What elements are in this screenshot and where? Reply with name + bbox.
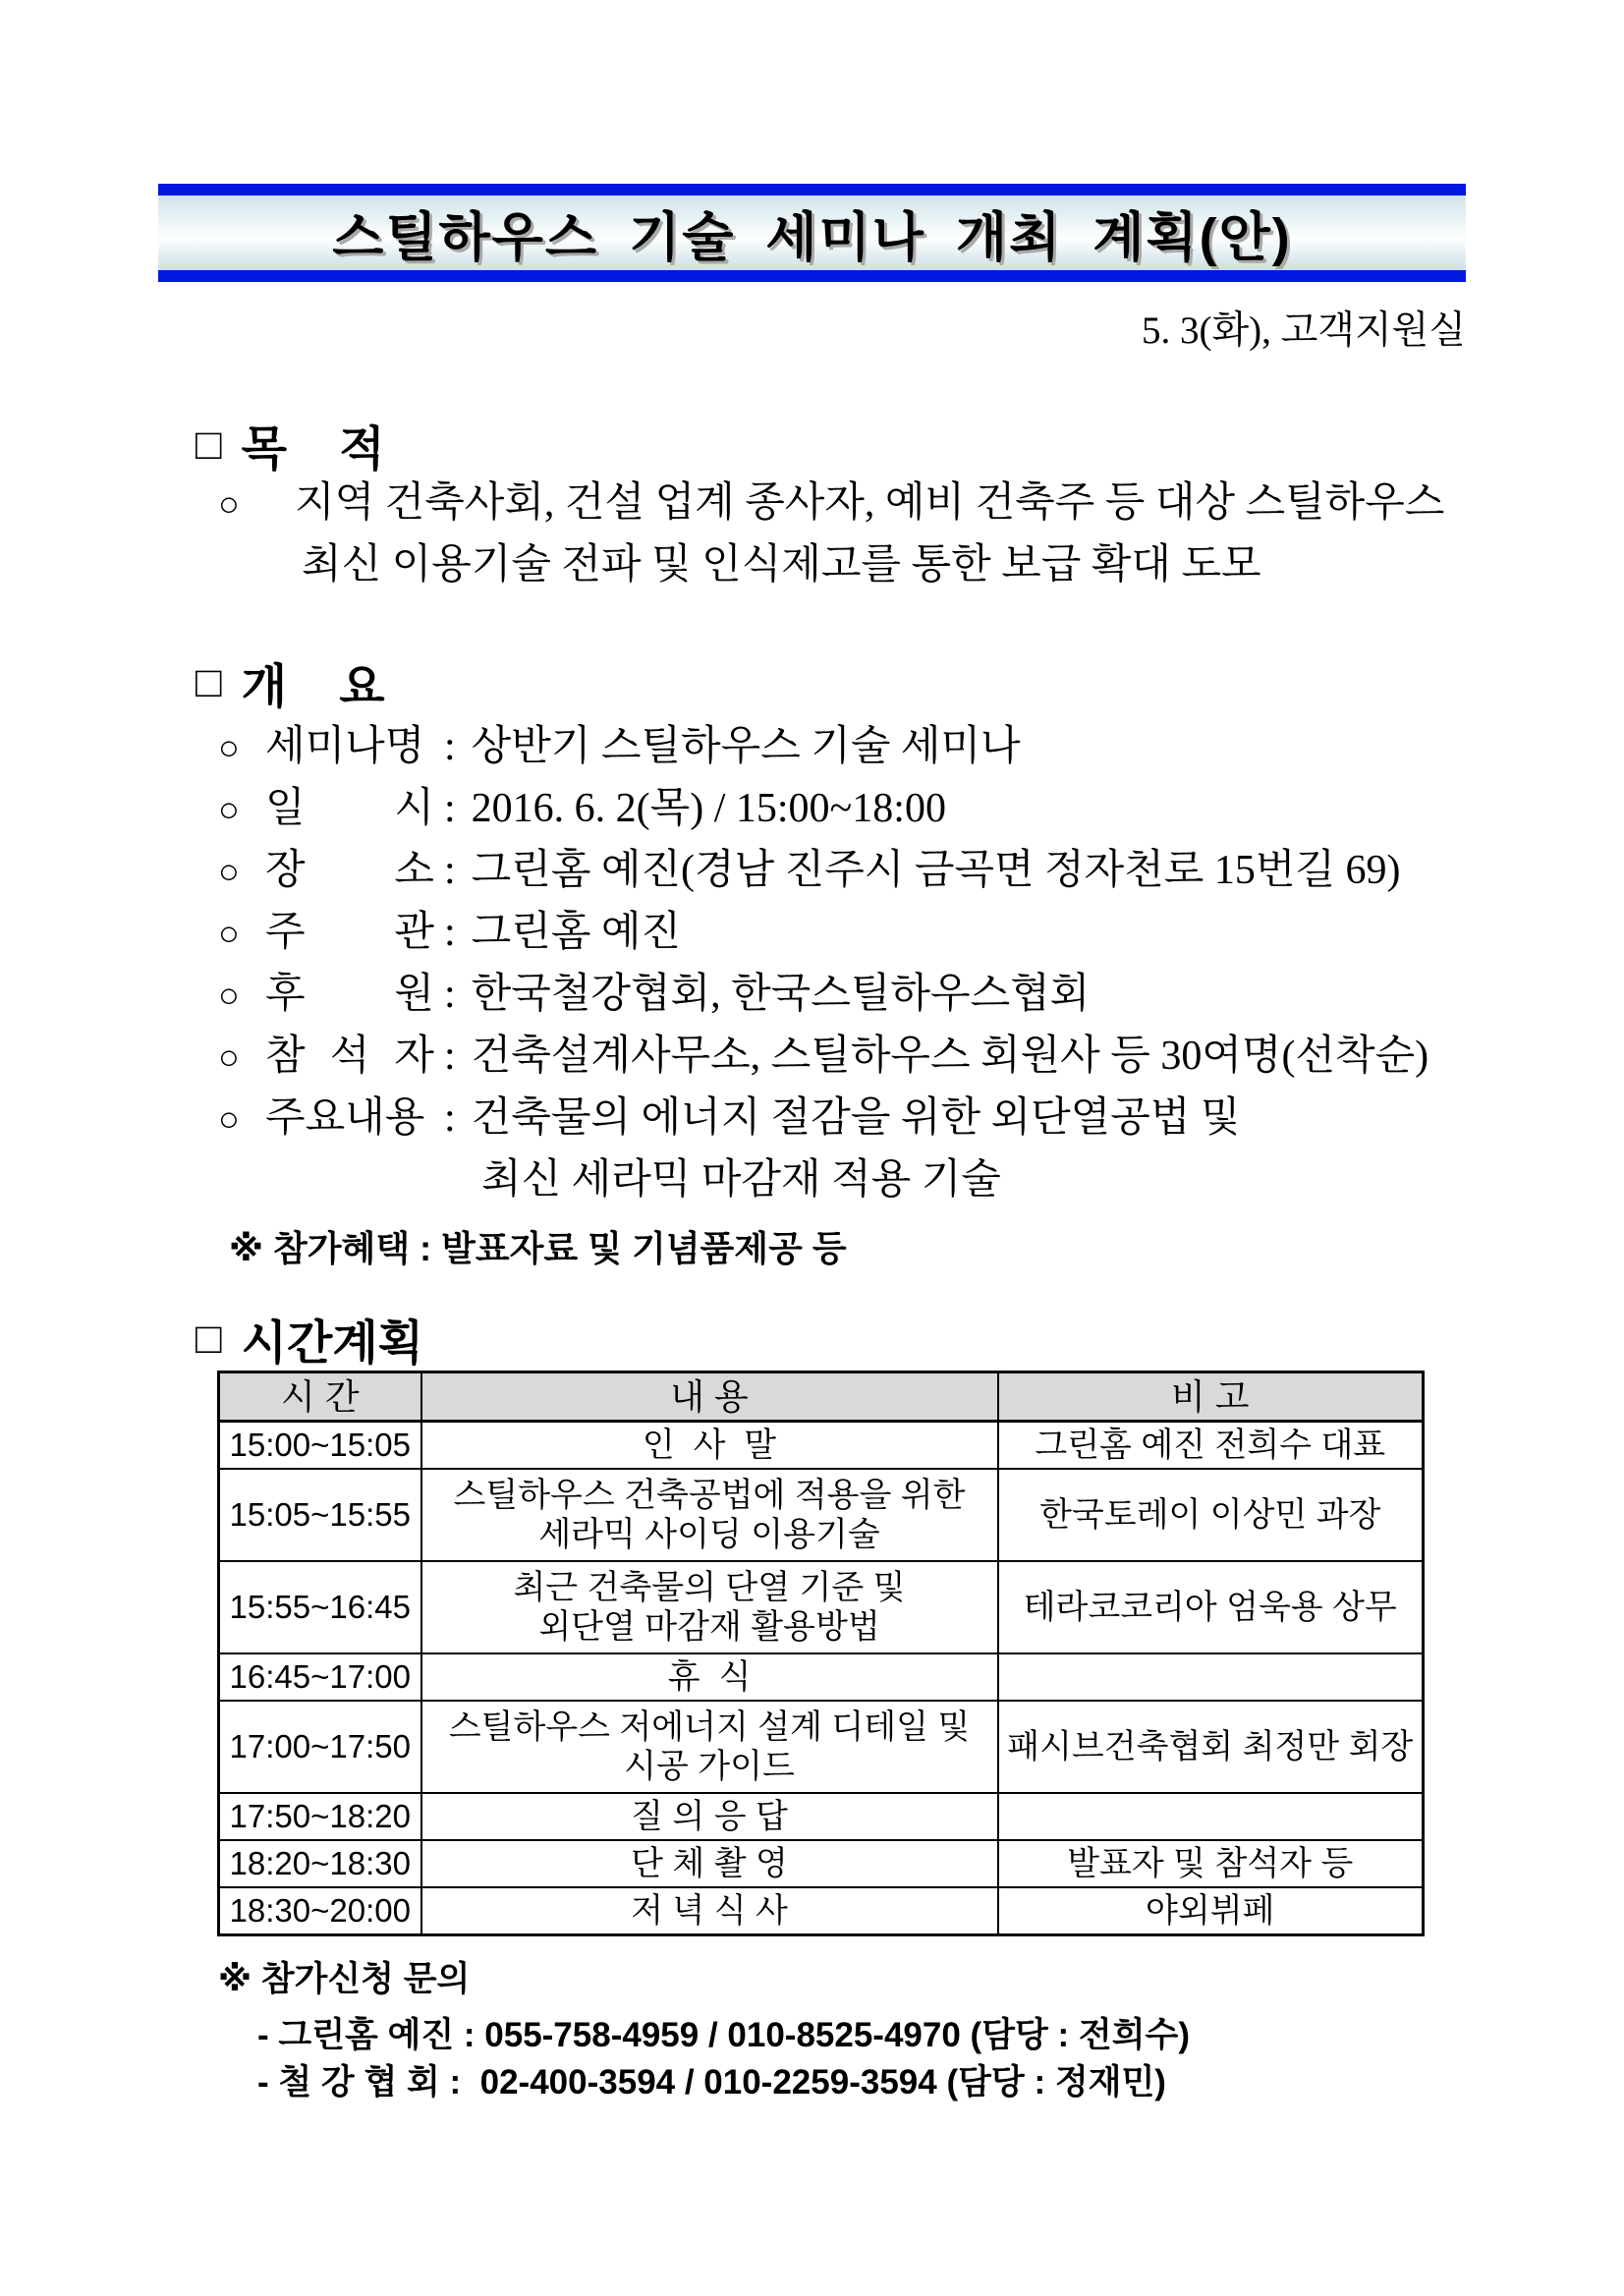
schedule-cell-content: 인 사 말 [421, 1422, 998, 1470]
section-heading-purpose [196, 411, 385, 478]
dateline: 5. 3(화), 고객지원실 [1141, 309, 1466, 352]
schedule-table-header [219, 1372, 1424, 1422]
schedule-cell-content: 저 녁 식 사 [421, 1887, 998, 1935]
overview-item-label: 참 석 자 [265, 1034, 434, 1079]
schedule-cell-time: 16:45~17:00 [219, 1653, 421, 1701]
column-header-remark: 비 고 [998, 1372, 1424, 1422]
overview-item-value: 그린홈 예진 [471, 910, 682, 955]
schedule-cell-content: 최근 건축물의 단열 기준 및 외단열 마감재 활용방법 [421, 1561, 998, 1653]
schedule-cell-time: 17:00~17:50 [219, 1701, 421, 1793]
schedule-cell-content: 스틸하우스 건축공법에 적용을 위한 세라믹 사이딩 이용기술 [421, 1469, 998, 1561]
benefit-note: ※ 참가혜택 : 발표자료 및 기념품제공 등 [229, 1228, 847, 1268]
circle-bullet-icon: ○ [218, 1099, 240, 1139]
schedule-cell-remark [998, 1793, 1424, 1840]
table-row [219, 1887, 1424, 1935]
overview-item-colon: : [444, 910, 456, 955]
table-row [219, 1561, 1424, 1653]
schedule-table [217, 1371, 1425, 1936]
circle-bullet-icon: ○ [218, 1037, 240, 1077]
purpose-heading-label: 목 적 [241, 423, 385, 476]
overview-item [218, 1023, 1428, 1085]
overview-item-row [218, 837, 1428, 899]
overview-item-row [218, 713, 1428, 775]
schedule-cell-time: 15:05~15:55 [219, 1469, 421, 1561]
purpose-text-line1: 지역 건축사회, 건설 업계 종사자, 예비 건축주 등 대상 스틸하우스 [295, 480, 1445, 526]
square-bullet-icon: □ [196, 420, 222, 469]
overview-item-label: 장 소 [265, 848, 434, 893]
schedule-cell-remark: 발표자 및 참석자 등 [998, 1840, 1424, 1887]
circle-bullet-icon: ○ [218, 852, 240, 891]
overview-item-label: 주 관 [265, 910, 434, 955]
title-banner [158, 184, 1466, 282]
overview-item-value: 2016. 6. 2(목) / 15:00~18:00 [471, 786, 946, 831]
schedule-cell-content: 질 의 응 답 [421, 1793, 998, 1840]
column-header-content: 내 용 [421, 1372, 998, 1422]
schedule-cell-time: 18:20~18:30 [219, 1840, 421, 1887]
overview-item-colon: : [444, 972, 456, 1017]
overview-item [218, 775, 1428, 837]
overview-item-label: 일 시 [265, 786, 434, 831]
table-row [219, 1469, 1424, 1561]
contact-title: ※ 참가신청 문의 [218, 1960, 471, 1998]
schedule-cell-content: 스틸하우스 저에너지 설계 디테일 및 시공 가이드 [421, 1701, 998, 1793]
circle-bullet-icon: ○ [218, 914, 240, 953]
table-row [219, 1840, 1424, 1887]
overview-item-row [218, 1085, 1428, 1147]
overview-item-colon: : [444, 724, 456, 769]
overview-item-label: 주요내용 [265, 1095, 425, 1141]
overview-item-value: 한국철강협회, 한국스틸하우스협회 [471, 972, 1091, 1017]
schedule-cell-remark: 패시브건축협회 최정만 회장 [998, 1701, 1424, 1793]
table-header-row [219, 1372, 1424, 1422]
schedule-table-body [219, 1422, 1424, 1935]
overview-item [218, 713, 1428, 775]
schedule-cell-time: 15:55~16:45 [219, 1561, 421, 1653]
overview-item-row [218, 1023, 1428, 1085]
overview-item-value: 그린홈 예진(경남 진주시 금곡면 정자천로 15번길 69) [471, 848, 1401, 893]
schedule-cell-remark [998, 1653, 1424, 1701]
overview-heading-label: 개 요 [241, 661, 385, 713]
banner-top-bar [158, 184, 1466, 196]
square-bullet-icon: □ [196, 1314, 222, 1363]
schedule-cell-content: 단 체 촬 영 [421, 1840, 998, 1887]
banner-bottom-bar [158, 270, 1466, 282]
overview-list [218, 713, 1428, 1208]
table-row [219, 1701, 1424, 1793]
circle-bullet-icon: ○ [218, 728, 240, 767]
overview-item-value: 상반기 스틸하우스 기술 세미나 [471, 724, 1021, 769]
overview-item-value-line2: 최신 세라믹 마감재 적용 기술 [481, 1157, 1001, 1203]
overview-item-row [218, 899, 1428, 961]
overview-item-value: 건축설계사무소, 스틸하우스 회원사 등 30여명(선착순) [471, 1034, 1429, 1079]
purpose-block [218, 470, 1444, 593]
document-title: 스틸하우스 기술 세미나 개최 계획(안) [332, 207, 1292, 267]
schedule-heading-label: 시간계획 [241, 1317, 424, 1370]
circle-bullet-icon: ○ [218, 976, 240, 1015]
column-header-time: 시 간 [219, 1372, 421, 1422]
purpose-line [218, 470, 1444, 532]
schedule-cell-time: 15:00~15:05 [219, 1422, 421, 1470]
schedule-cell-content: 휴 식 [421, 1653, 998, 1701]
overview-item [218, 899, 1428, 961]
banner-body [158, 196, 1466, 270]
overview-item [218, 1085, 1428, 1208]
square-bullet-icon: □ [196, 657, 222, 706]
overview-item-colon: : [444, 786, 456, 831]
contact-block [218, 1957, 1190, 2106]
schedule-cell-time: 18:30~20:00 [219, 1887, 421, 1935]
overview-item [218, 961, 1428, 1023]
schedule-cell-remark: 테라코코리아 엄욱용 상무 [998, 1561, 1424, 1653]
circle-bullet-icon: ○ [218, 790, 240, 829]
overview-item-colon: : [444, 1095, 456, 1141]
section-heading-schedule [196, 1305, 423, 1372]
schedule-cell-remark: 한국토레이 이상민 과장 [998, 1469, 1424, 1561]
overview-item-label: 세미나명 [265, 724, 425, 769]
overview-item-label: 후 원 [265, 972, 434, 1017]
overview-item-colon: : [444, 848, 456, 893]
purpose-text-line2: 최신 이용기술 전파 및 인식제고를 통한 보급 확대 도모 [302, 542, 1261, 588]
circle-bullet-icon: ○ [218, 484, 240, 524]
contact-line-greenhome: - 그린홈 예진 : 055-758-4959 / 010-8525-4970 (담당 : 전희수) [257, 2016, 1191, 2054]
table-row [219, 1422, 1424, 1470]
schedule-cell-remark: 야외뷔페 [998, 1887, 1424, 1935]
overview-item-row [218, 961, 1428, 1023]
overview-item-value: 건축물의 에너지 절감을 위한 외단열공법 및 [471, 1095, 1241, 1141]
overview-item [218, 837, 1428, 899]
overview-item-colon: : [444, 1034, 456, 1079]
overview-item-row [218, 775, 1428, 837]
table-row [219, 1653, 1424, 1701]
contact-line-kosa: - 철 강 협 회 : 02-400-3594 / 010-2259-3594 (담당 : 정재민) [257, 2063, 1166, 2101]
schedule-cell-remark: 그린홈 예진 전희수 대표 [998, 1422, 1424, 1470]
section-heading-overview [196, 648, 385, 716]
table-row [219, 1793, 1424, 1840]
schedule-cell-time: 17:50~18:20 [219, 1793, 421, 1840]
